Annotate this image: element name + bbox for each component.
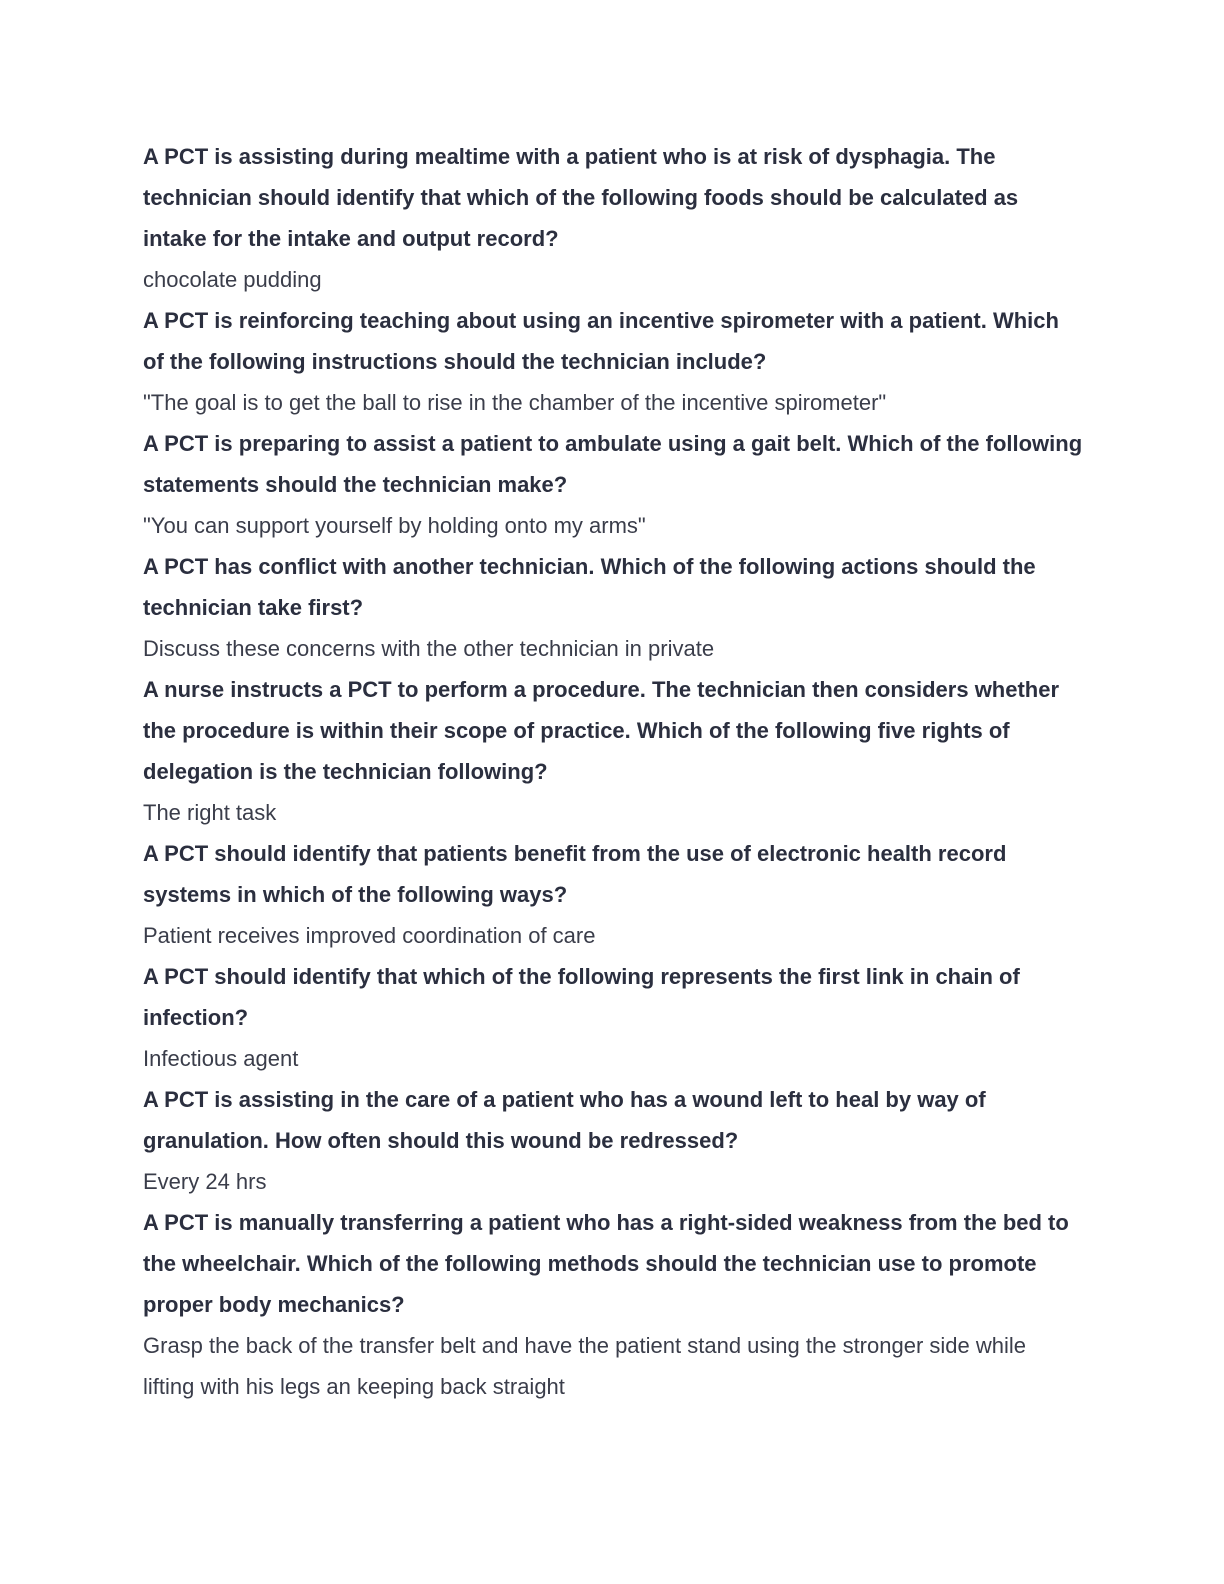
answer-text: The right task: [143, 800, 277, 825]
answer-text: "The goal is to get the ball to rise in the chamber of the incentive spirometer": [143, 390, 887, 415]
document-page: [143, 136, 1083, 1407]
question-text: A PCT is assisting in the care of a patient who has a wound left to heal by way of granulation. How often should this wound be redressed?: [143, 1087, 986, 1153]
answer-text: chocolate pudding: [143, 267, 322, 292]
question-text: A nurse instructs a PCT to perform a procedure. The technician then considers whether the procedure is within their scope of practice. Which of the following five rights of delegation is the technician following?: [143, 677, 1060, 784]
answer-text: Discuss these concerns with the other technician in private: [143, 636, 715, 661]
question-text: A PCT is preparing to assist a patient to ambulate using a gait belt. Which of the following statements should the technician make?: [143, 431, 1083, 497]
answer-text: Grasp the back of the transfer belt and have the patient stand using the stronger side while lifting with his legs an keeping back straight: [143, 1333, 1026, 1399]
question-text: A PCT is manually transferring a patient who has a right-sided weakness from the bed to the wheelchair. Which of the following methods should the technician use to promote proper body mechanics?: [143, 1210, 1069, 1317]
answer-text: Patient receives improved coordination of care: [143, 923, 596, 948]
answer-text: Infectious agent: [143, 1046, 299, 1071]
answer-text: "You can support yourself by holding onto my arms": [143, 513, 646, 538]
question-text: A PCT is reinforcing teaching about using an incentive spirometer with a patient. Which of the following instructions should the technician include?: [143, 308, 1059, 374]
question-text: A PCT should identify that patients benefit from the use of electronic health record systems in which of the following ways?: [143, 841, 1007, 907]
question-text: A PCT should identify that which of the following represents the first link in chain of infection?: [143, 964, 1020, 1030]
question-text: A PCT has conflict with another technician. Which of the following actions should the technician take first?: [143, 554, 1036, 620]
answer-text: Every 24 hrs: [143, 1169, 267, 1194]
question-text: A PCT is assisting during mealtime with a patient who is at risk of dysphagia. The technician should identify that which of the following foods should be calculated as intake for the intake and output record?: [143, 144, 1019, 251]
